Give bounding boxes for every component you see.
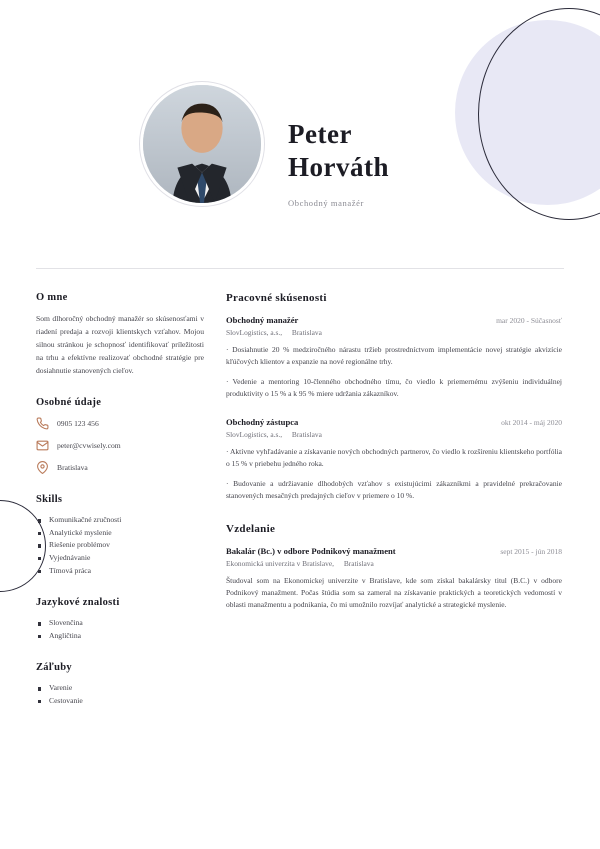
last-name: Horváth <box>288 151 389 182</box>
location-pin-icon <box>36 461 49 474</box>
entry-body <box>226 575 562 612</box>
left-column <box>36 292 204 728</box>
entry-company: SlovLogistics, a.s., <box>226 429 283 439</box>
list-item: Angličtina <box>36 630 204 643</box>
job-title: Obchodný manažér <box>288 197 364 208</box>
entry-date: sept 2015 - jún 2018 <box>500 546 562 556</box>
header-divider <box>36 268 564 269</box>
entry-date: mar 2020 - Súčasnosť <box>496 316 562 325</box>
languages-list <box>36 617 204 642</box>
skills-section <box>36 494 204 577</box>
entry-title: Obchodný zástupca <box>226 416 299 427</box>
entry-paragraph: · Dosiahnutie 20 % medziročného nárastu tržieb prostredníctvom implementácie novej stratégie akvizície kľúčových klientov a expanzie na nové regionálne trhy. <box>226 345 562 367</box>
entry-paragraph: · Vedenie a mentoring 10-členného obchodného tímu, čo viedlo k priemernému zvýšeniu individuálnej produktivity o 15 % a k 95 % miere udržania zákazníkov. <box>226 376 562 399</box>
entry-company: SlovLogistics, a.s., <box>226 328 283 337</box>
entry-title: Bakalár (Bc.) v odbore Podnikový manažment <box>226 545 396 556</box>
experience-section <box>226 292 562 503</box>
mail-icon <box>36 439 49 452</box>
list-item: Cestovanie <box>36 695 204 708</box>
list-item: Analytické myslenie <box>36 527 204 540</box>
list-item: Varenie <box>36 682 204 695</box>
entry-paragraph: · Aktívne vyhľadávanie a získavanie nových obchodných partnerov, čo viedlo k rozšíreniu klientskeho portfólia o 15 % v priebehu jedného roka. <box>226 446 562 469</box>
list-item: Vyjednávanie <box>36 552 204 565</box>
entry-location: Bratislava <box>291 328 322 337</box>
experience-entry <box>226 417 562 503</box>
phone-value: 0905 123 456 <box>57 419 99 429</box>
entry-title: Obchodný manažér <box>226 315 299 325</box>
email-value: peter@cvwisely.com <box>57 441 121 451</box>
skills-list <box>36 514 204 577</box>
about-heading: O mne <box>36 292 68 303</box>
entry-body <box>226 344 562 401</box>
skills-heading: Skills <box>36 494 63 506</box>
experience-entry <box>226 315 562 401</box>
list-item: Slovenčina <box>36 617 204 630</box>
entry-date: okt 2014 - máj 2020 <box>501 417 562 427</box>
list-item: Tímová práca <box>36 565 204 578</box>
entry-paragraph: · Budovanie a udržiavanie dlhodobých vzťahov s existujúcimi zákazníkmi a pravidelné prekračovanie stanovených mesačných predajných cieľov v priemere o 10 %. <box>226 478 562 501</box>
resume-body <box>36 292 570 728</box>
languages-heading: Jazykové znalosti <box>36 597 120 609</box>
entry-subtitle <box>226 328 562 337</box>
entry-location: Bratislava <box>291 429 322 439</box>
contact-section <box>36 397 204 474</box>
contact-row <box>36 461 204 474</box>
entry-body <box>226 446 562 503</box>
entry-company: Ekonomická univerzita v Bratislave, <box>226 558 334 568</box>
languages-section <box>36 597 204 642</box>
entry-location: Bratislava <box>343 558 374 568</box>
phone-icon <box>36 417 49 430</box>
education-entry <box>226 546 562 612</box>
entry-header <box>226 315 562 325</box>
about-section <box>36 292 204 377</box>
entry-paragraph: Študoval som na Ekonomickej univerzite v Bratislave, kde som získal bakalársky titul (B.C.) v odbore Podnikový manažment. Počas štúdia som sa zameral na získavanie praktických a teoretických vedomostí v oblasti manažmentu a podnikania, čo mi umožnilo rozvíjať analytické a strategické myslenie. <box>226 575 562 610</box>
name-block <box>288 118 548 208</box>
location-value: Bratislava <box>57 463 88 473</box>
profile-photo-illustration <box>143 85 261 203</box>
contact-row <box>36 417 204 430</box>
entry-subtitle <box>226 430 562 439</box>
hobbies-list <box>36 682 204 707</box>
list-item: Komunikačné zručnosti <box>36 514 204 527</box>
education-section <box>226 523 562 612</box>
resume-header <box>0 0 600 268</box>
hobbies-heading: Záľuby <box>36 662 72 674</box>
entry-header <box>226 546 562 556</box>
contact-row <box>36 439 204 452</box>
right-column <box>226 292 562 728</box>
experience-heading: Pracovné skúsenosti <box>226 292 327 304</box>
first-name: Peter <box>288 119 352 149</box>
hobbies-section <box>36 662 204 707</box>
entry-header <box>226 417 562 427</box>
list-item: Riešenie problémov <box>36 539 204 552</box>
about-text: Som dlhoročný obchodný manažér so skúsenosťami v riadení predaja a rozvoji klientskych vzťahov. Mojou silnou stránkou je schopnosť identifikovať príležitosti na trhu a efektívne realizovať obchodné stratégie pre dosiahnutie stanovených cieľov. <box>36 314 204 376</box>
entry-subtitle <box>226 559 562 568</box>
contact-heading: Osobné údaje <box>36 397 102 409</box>
education-heading: Vzdelanie <box>226 522 276 535</box>
avatar <box>140 82 264 206</box>
